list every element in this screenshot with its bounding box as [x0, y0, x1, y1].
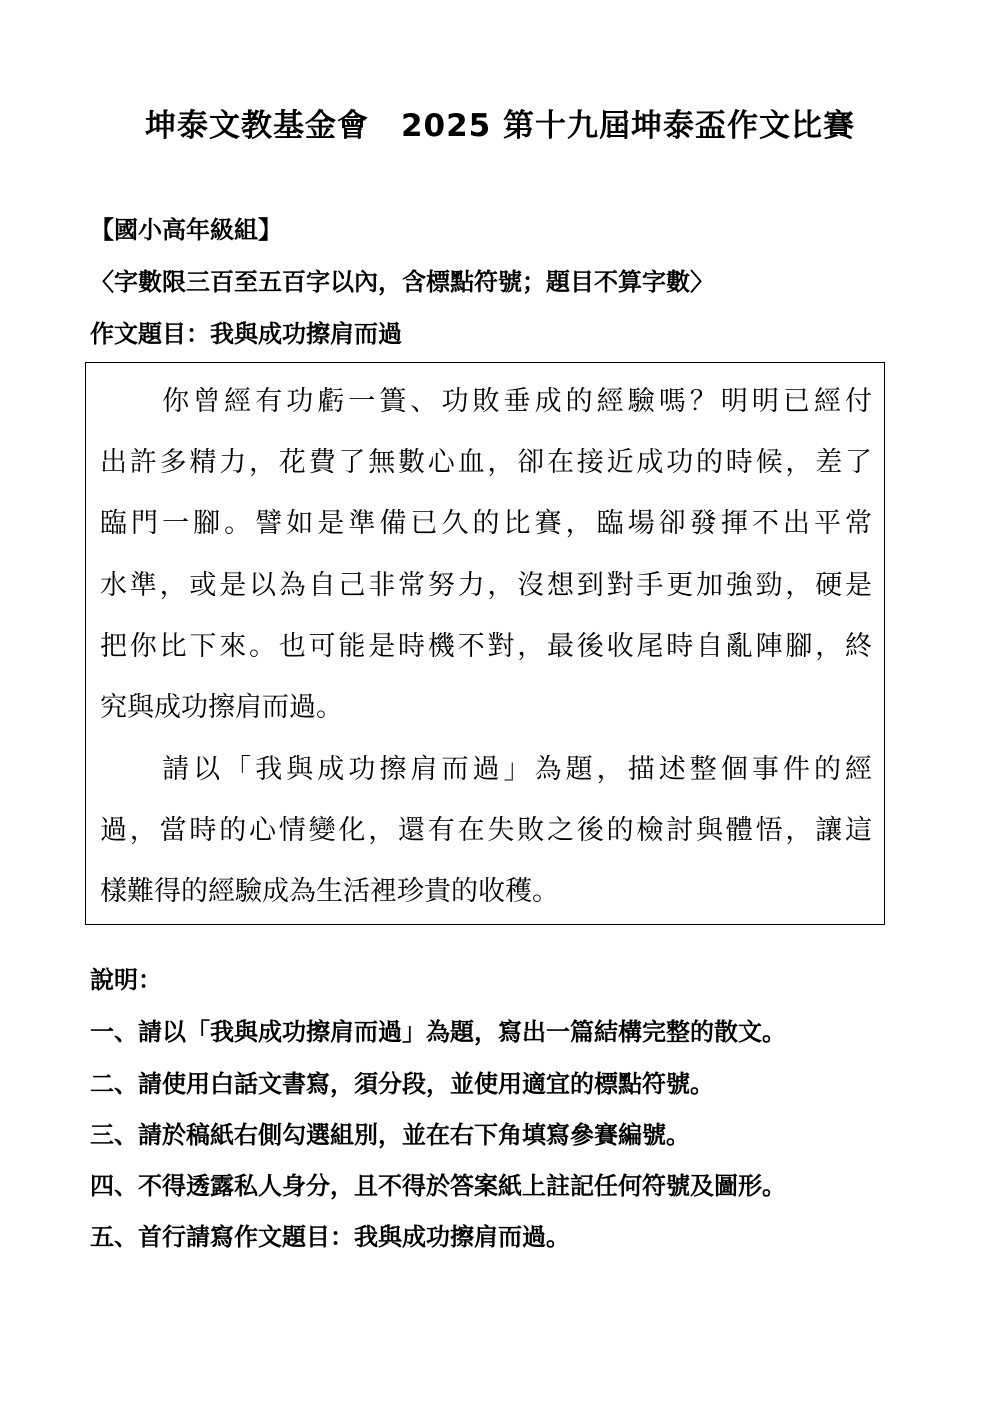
prompt-line: 臨門一腳。譬如是準備已久的比賽，臨場卻發揮不出平常	[100, 508, 872, 539]
prompt-line: 究與成功擦肩而過。	[100, 692, 343, 723]
prompt-line: 出許多精力，花費了無數心血，卻在接近成功的時候，差了	[100, 447, 872, 478]
prompt-line: 請以「我與成功擦肩而過」為題，描述整個事件的經	[100, 754, 872, 785]
note-item: 二、請使用白話文書寫，須分段，並使用適宜的標點符號。	[90, 1070, 714, 1098]
word-limit-note: 〈字數限三百至五百字以內，含標點符號；題目不算字數〉	[90, 268, 714, 296]
topic-label: 作文題目：	[90, 320, 210, 348]
prompt-box	[85, 362, 885, 925]
prompt-line: 你曾經有功虧一簣、功敗垂成的經驗嗎？明明已經付	[100, 386, 872, 417]
group-label: 【國小高年級組】	[90, 216, 282, 244]
topic-line	[90, 314, 402, 349]
prompt-line: 把你比下來。也可能是時機不對，最後收尾時自亂陣腳，終	[100, 631, 872, 662]
topic-value: 我與成功擦肩而過	[210, 320, 402, 348]
page-title: 坤泰文教基金會 2025 第十九屆坤泰盃作文比賽	[144, 108, 856, 144]
note-item: 五、首行請寫作文題目：我與成功擦肩而過。	[90, 1223, 570, 1251]
note-item: 三、請於稿紙右側勾選組別，並在右下角填寫參賽編號。	[90, 1121, 690, 1149]
notes-heading: 說明：	[90, 966, 162, 994]
prompt-line: 過，當時的心情變化，還有在失敗之後的檢討與體悟，讓這	[100, 815, 872, 846]
note-item: 四、不得透露私人身分，且不得於答案紙上註記任何符號及圖形。	[90, 1172, 786, 1200]
prompt-line: 樣難得的經驗成為生活裡珍貴的收穫。	[100, 876, 559, 907]
note-item: 一、請以「我與成功擦肩而過」為題，寫出一篇結構完整的散文。	[90, 1018, 786, 1046]
prompt-line: 水準，或是以為自己非常努力，沒想到對手更加強勁，硬是	[100, 570, 872, 601]
